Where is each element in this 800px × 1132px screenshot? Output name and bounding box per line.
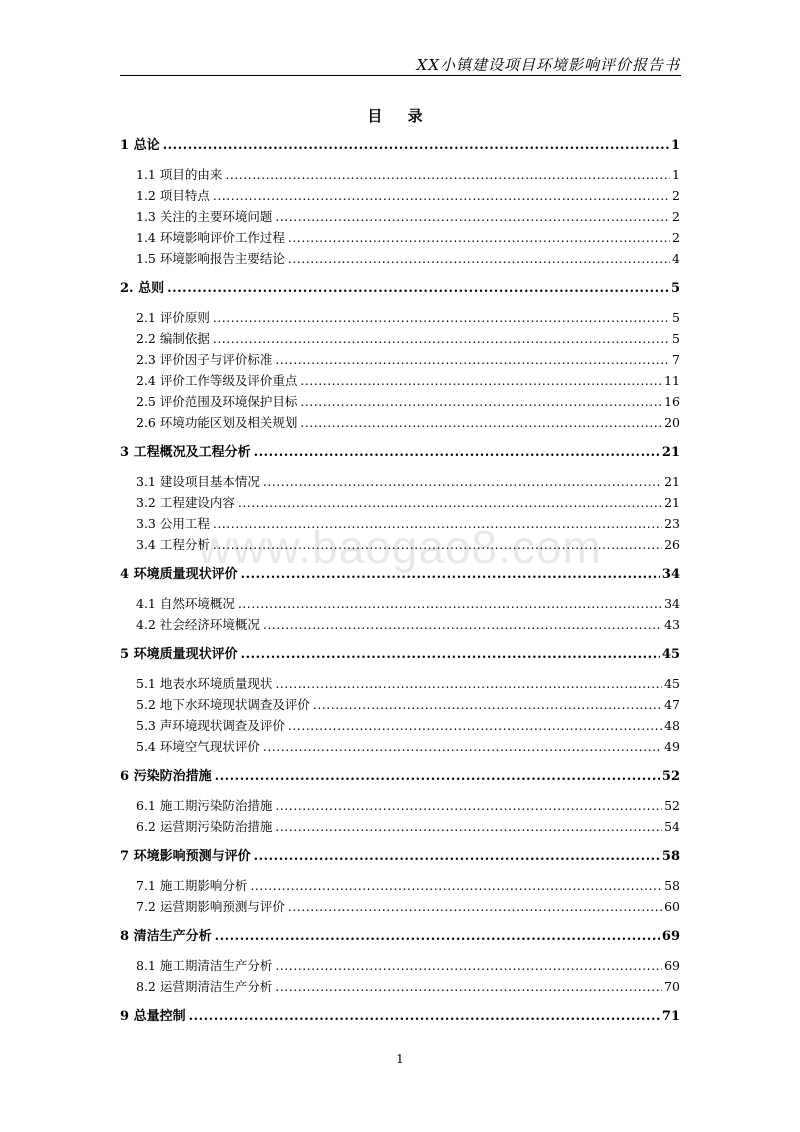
toc-entry-page: 71 xyxy=(661,1009,680,1024)
toc-entry-title: 8.1 施工期清洁生产分析 xyxy=(136,958,273,973)
toc-dot-leader xyxy=(263,739,662,755)
toc-entry-title: 8 清洁生产分析 xyxy=(120,929,212,944)
toc-entry-page: 21 xyxy=(661,445,680,460)
toc-dot-leader xyxy=(300,373,662,389)
toc-dot-leader xyxy=(213,188,670,204)
toc-entry-title: 1.5 环境影响报告主要结论 xyxy=(136,251,285,266)
toc-entry-title: 3.3 公用工程 xyxy=(136,516,210,531)
toc-section-entry[interactable] xyxy=(120,167,680,183)
toc-dot-leader xyxy=(213,331,670,347)
toc-entry-page: 21 xyxy=(664,474,680,489)
toc-entry-title: 9 总量控制 xyxy=(120,1009,186,1024)
toc-section-entry[interactable] xyxy=(120,495,680,511)
toc-dot-leader xyxy=(189,1009,660,1025)
toc-dot-leader xyxy=(241,647,660,663)
toc-entry-page: 34 xyxy=(661,567,680,582)
toc-entry-page: 45 xyxy=(664,676,680,691)
toc-entry-title: 7.2 运营期影响预测与评价 xyxy=(136,899,285,914)
toc-dot-leader xyxy=(288,230,670,246)
toc-section-entry[interactable] xyxy=(120,394,680,410)
toc-chapter-entry[interactable] xyxy=(120,849,680,865)
toc-entry-page: 4 xyxy=(672,251,680,266)
toc-entry-title: 6.1 施工期污染防治措施 xyxy=(136,798,273,813)
toc-section-entry[interactable] xyxy=(120,596,680,612)
toc-entry-page: 2 xyxy=(672,209,680,224)
toc-dot-leader xyxy=(275,676,662,692)
toc-entry-page: 52 xyxy=(661,769,680,784)
toc-entry-page: 58 xyxy=(664,878,680,893)
toc-entry-title: 4.2 社会经济环境概况 xyxy=(136,617,260,632)
toc-entry-title: 2.2 编制依据 xyxy=(136,331,210,346)
toc-entry-title: 2.3 评价因子与评价标准 xyxy=(136,352,273,367)
toc-entry-title: 4.1 自然环境概况 xyxy=(136,596,235,611)
toc-entry-title: 2.4 评价工作等级及评价重点 xyxy=(136,373,298,388)
toc-entry-page: 49 xyxy=(664,739,680,754)
toc-entry-title: 8.2 运营期清洁生产分析 xyxy=(136,979,273,994)
toc-section-entry[interactable] xyxy=(120,739,680,755)
toc-dot-leader xyxy=(288,718,662,734)
toc-entry-title: 3.1 建设项目基本情况 xyxy=(136,474,260,489)
toc-chapter-entry[interactable] xyxy=(120,647,680,663)
toc-entry-page: 26 xyxy=(664,537,680,552)
toc-dot-leader xyxy=(275,209,670,225)
toc-entry-title: 5.3 声环境现状调查及评价 xyxy=(136,718,285,733)
toc-section-entry[interactable] xyxy=(120,718,680,734)
toc-entry-page: 54 xyxy=(664,819,680,834)
toc-entry-page: 69 xyxy=(661,929,680,944)
toc-title: 目 录 xyxy=(367,107,433,125)
toc-entry-page: 1 xyxy=(672,167,680,182)
toc-dot-leader xyxy=(275,798,662,814)
toc-entry-page: 5 xyxy=(672,310,680,325)
toc-dot-leader xyxy=(313,697,662,713)
toc-dot-leader xyxy=(250,878,662,894)
toc-entry-title: 2.5 评价范围及环境保护目标 xyxy=(136,394,298,409)
toc-entry-title: 7.1 施工期影响分析 xyxy=(136,878,248,893)
toc-entry-page: 20 xyxy=(664,415,680,430)
toc-dot-leader xyxy=(167,281,669,297)
toc-entry-page: 5 xyxy=(672,331,680,346)
toc-entry-title: 2.1 评价原则 xyxy=(136,310,210,325)
toc-dot-leader xyxy=(215,929,660,945)
toc-dot-leader xyxy=(263,617,662,633)
toc-entry-page: 16 xyxy=(664,394,680,409)
toc-chapter-entry[interactable] xyxy=(120,138,680,154)
toc-entry-page: 21 xyxy=(664,495,680,510)
toc-dot-leader xyxy=(275,958,662,974)
toc-entry-title: 5.1 地表水环境质量现状 xyxy=(136,676,273,691)
toc-entry-title: 5 环境质量现状评价 xyxy=(120,647,238,662)
toc-entry-title: 1.4 环境影响评价工作过程 xyxy=(136,230,285,245)
toc-section-entry[interactable] xyxy=(120,819,680,835)
toc-section-entry[interactable] xyxy=(120,697,680,713)
toc-dot-leader xyxy=(275,979,662,995)
toc-section-entry[interactable] xyxy=(120,878,680,894)
toc-entry-page: 34 xyxy=(664,596,680,611)
toc-entry-page: 11 xyxy=(664,373,680,388)
toc-section-entry[interactable] xyxy=(120,676,680,692)
toc-dot-leader xyxy=(275,819,662,835)
toc-dot-leader xyxy=(238,495,662,511)
toc-section-entry[interactable] xyxy=(120,617,680,633)
toc-entry-page: 70 xyxy=(664,979,680,994)
toc-section-entry[interactable] xyxy=(120,373,680,389)
toc-section-entry[interactable] xyxy=(120,979,680,995)
toc-entry-page: 60 xyxy=(664,899,680,914)
toc-dot-leader xyxy=(300,394,662,410)
toc-entry-title: 3.2 工程建设内容 xyxy=(136,495,235,510)
toc-dot-leader xyxy=(254,445,660,461)
toc-dot-leader xyxy=(213,310,670,326)
toc-entry-page: 47 xyxy=(664,697,680,712)
toc-dot-leader xyxy=(163,138,669,154)
toc-entry-page: 2 xyxy=(672,188,680,203)
toc-entry-title: 3 工程概况及工程分析 xyxy=(120,445,251,460)
toc-section-entry[interactable] xyxy=(120,899,680,915)
toc-entry-title: 5.2 地下水环境现状调查及评价 xyxy=(136,697,310,712)
toc-entry-page: 43 xyxy=(664,617,680,632)
toc-entry-title: 1.3 关注的主要环境问题 xyxy=(136,209,273,224)
toc-entry-page: 52 xyxy=(664,798,680,813)
toc-entry-page: 2 xyxy=(672,230,680,245)
toc-chapter-entry[interactable] xyxy=(120,929,680,945)
toc-entry-title: 2. 总则 xyxy=(120,281,165,296)
toc-entry-page: 23 xyxy=(664,516,680,531)
toc-section-entry[interactable] xyxy=(120,251,680,267)
toc-entry-page: 5 xyxy=(670,281,680,296)
toc-entry-title: 6.2 运营期污染防治措施 xyxy=(136,819,273,834)
toc-entry-title: 2.6 环境功能区划及相关规划 xyxy=(136,415,298,430)
toc-dot-leader xyxy=(275,352,670,368)
toc-entry-page: 58 xyxy=(661,849,680,864)
toc-entry-title: 4 环境质量现状评价 xyxy=(120,567,238,582)
toc-entry-page: 48 xyxy=(664,718,680,733)
toc-dot-leader xyxy=(238,596,662,612)
toc-dot-leader xyxy=(215,769,660,785)
toc-chapter-entry[interactable] xyxy=(120,1009,680,1025)
toc-entry-title: 6 污染防治措施 xyxy=(120,769,212,784)
toc-dot-leader xyxy=(288,899,662,915)
toc-dot-leader xyxy=(263,474,662,490)
toc-entry-page: 1 xyxy=(670,138,680,153)
toc-section-entry[interactable] xyxy=(120,352,680,368)
toc-chapter-entry[interactable] xyxy=(120,769,680,785)
toc-entry-title: 7 环境影响预测与评价 xyxy=(120,849,251,864)
toc-entry-title: 1 总论 xyxy=(120,138,160,153)
toc-entry-title: 1.2 项目特点 xyxy=(136,188,210,203)
toc-entry-title: 5.4 环境空气现状评价 xyxy=(136,739,260,754)
page-number: 1 xyxy=(396,1052,404,1066)
toc-entry-page: 69 xyxy=(664,958,680,973)
toc-section-entry[interactable] xyxy=(120,958,680,974)
toc-dot-leader xyxy=(288,251,670,267)
toc-dot-leader xyxy=(300,415,662,431)
toc-entry-title: 1.1 项目的由来 xyxy=(136,167,223,182)
toc-chapter-entry[interactable] xyxy=(120,445,680,461)
toc-entry-title: 3.4 工程分析 xyxy=(136,537,210,552)
running-header: XX小镇建设项目环境影响评价报告书 xyxy=(416,56,680,74)
toc-chapter-entry[interactable] xyxy=(120,281,680,297)
toc-section-entry[interactable] xyxy=(120,474,680,490)
toc-section-entry[interactable] xyxy=(120,310,680,326)
toc-section-entry[interactable] xyxy=(120,415,680,431)
toc-dot-leader xyxy=(254,849,660,865)
toc-entry-page: 45 xyxy=(661,647,680,662)
toc-section-entry[interactable] xyxy=(120,230,680,246)
toc-dot-leader xyxy=(225,167,670,183)
toc-entry-page: 7 xyxy=(672,352,680,367)
toc-section-entry[interactable] xyxy=(120,188,680,204)
toc-section-entry[interactable] xyxy=(120,331,680,347)
header-rule xyxy=(120,75,681,76)
toc-section-entry[interactable] xyxy=(120,209,680,225)
watermark: www.baogao8.com xyxy=(198,521,602,573)
toc-section-entry[interactable] xyxy=(120,798,680,814)
